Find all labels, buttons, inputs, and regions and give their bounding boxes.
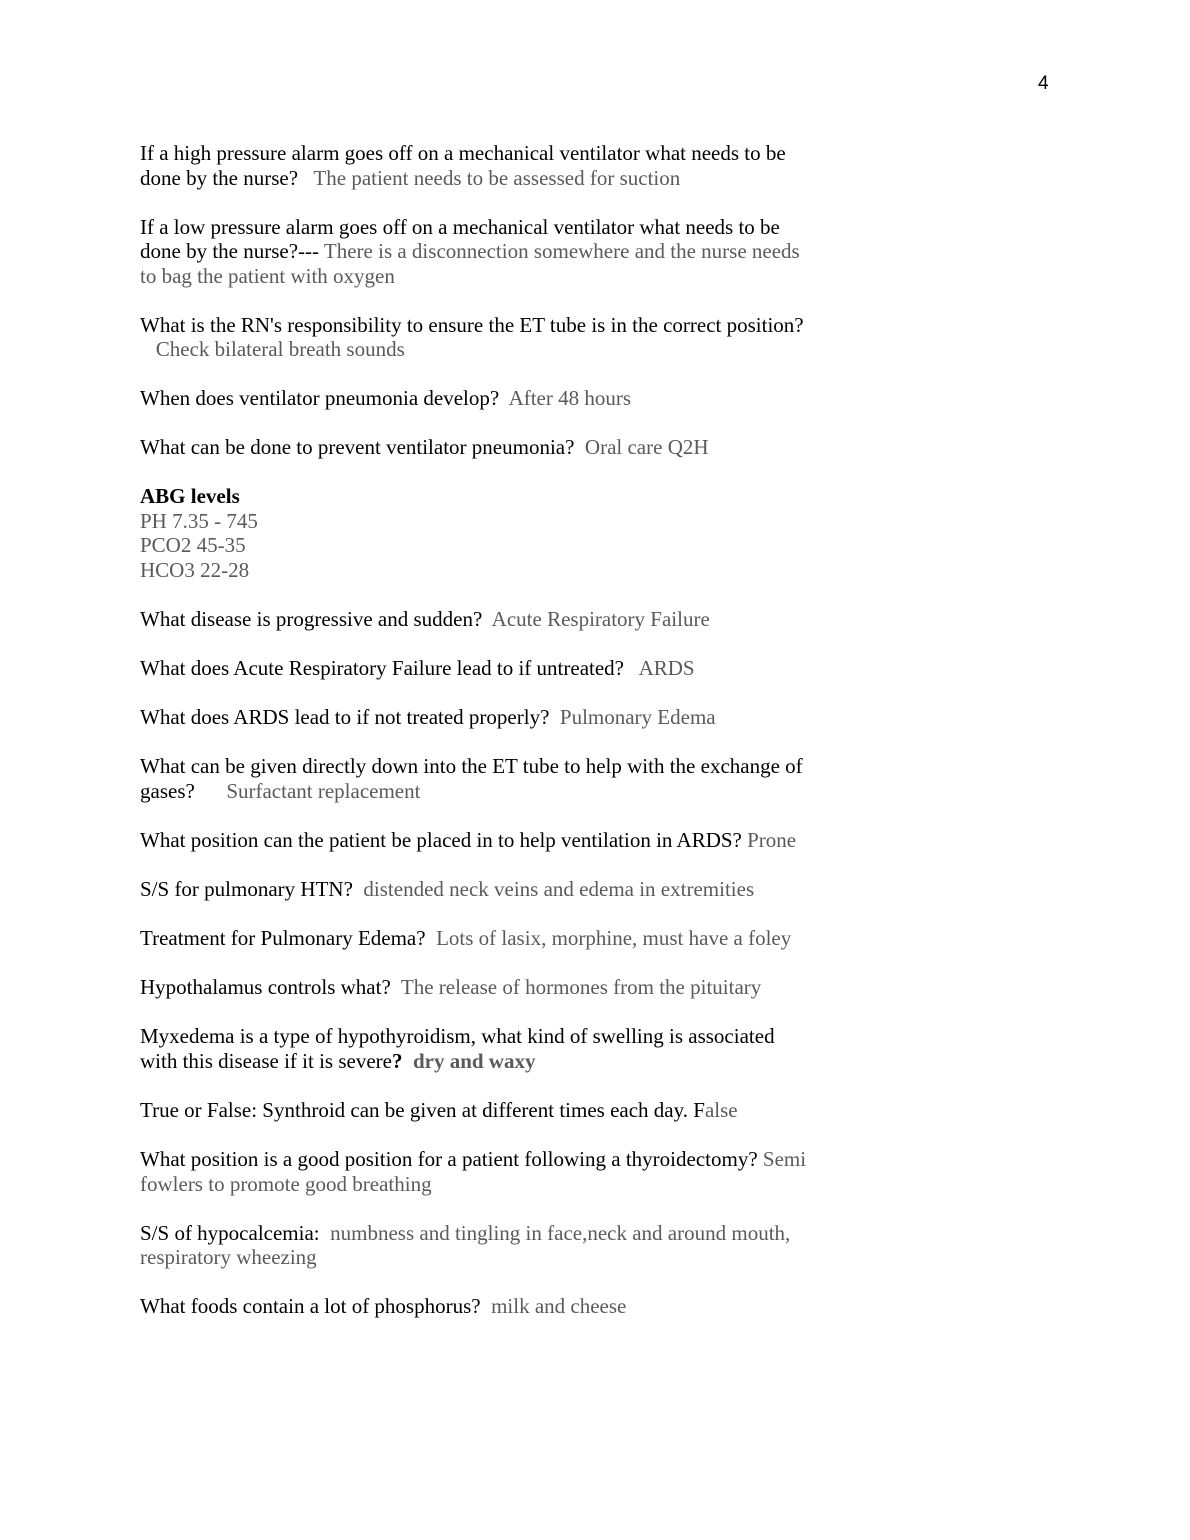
answer: The release of hormones from the pituitary — [400, 975, 762, 1000]
answer: The patient needs to be assessed for suction — [313, 165, 681, 190]
question: S/S for pulmonary HTN? — [140, 877, 353, 902]
qa-item — [140, 828, 810, 853]
question-mark: ? — [391, 1048, 403, 1073]
qa-item — [140, 1221, 810, 1270]
qa-item — [140, 1294, 810, 1319]
qa-item — [140, 975, 810, 1000]
page-number: 4 — [1038, 73, 1049, 94]
answer: Surfactant replacement — [226, 778, 421, 803]
qa-item-myxedema — [140, 1024, 810, 1073]
answer: Lots of lasix, morphine, must have a foley — [436, 926, 792, 951]
answer: alse — [704, 1097, 738, 1122]
question: S/S of hypocalcemia: — [140, 1220, 320, 1245]
document-body — [140, 141, 810, 1343]
qa-item — [140, 141, 810, 190]
question: Myxedema is a type of hypothyroidism, what kind of swelling is associated with this disease if it is severe — [140, 1024, 775, 1073]
question: Hypothalamus controls what? — [140, 975, 391, 1000]
answer: milk and cheese — [491, 1294, 627, 1319]
question: What position is a good position for a patient following a thyroidectomy? — [140, 1147, 758, 1171]
abg-hco3: HCO3 22-28 — [140, 557, 250, 582]
answer: Pulmonary Edema — [559, 705, 716, 730]
answer: dry and waxy — [412, 1048, 536, 1073]
abg-section — [140, 484, 810, 582]
answer: There is a disconnection somewhere and the nurse needs to bag the patient with oxygen — [140, 239, 800, 288]
question: Treatment for Pulmonary Edema? — [140, 926, 426, 951]
qa-item — [140, 754, 810, 803]
qa-item — [140, 313, 810, 362]
qa-item — [140, 705, 810, 730]
answer: distended neck veins and edema in extremities — [363, 877, 755, 902]
question: If a high pressure alarm goes off on a mechanical ventilator what needs to be done by the nurse? — [140, 141, 786, 190]
answer: ARDS — [638, 656, 695, 681]
qa-item — [140, 926, 810, 951]
question: What foods contain a lot of phosphorus? — [140, 1294, 481, 1319]
qa-item — [140, 386, 810, 411]
question: What can be given directly down into the ET tube to help with the exchange of gases? — [140, 754, 803, 803]
question: What can be done to prevent ventilator pneumonia? — [140, 435, 575, 460]
answer: Oral care Q2H — [584, 435, 709, 460]
abg-ph: PH 7.35 - 745 — [140, 508, 258, 533]
abg-pco2: PCO2 45-35 — [140, 533, 246, 558]
answer: Semi fowlers to promote good breathing — [140, 1147, 807, 1196]
question: What position can the patient be placed in to help ventilation in ARDS? — [140, 827, 742, 852]
answer: Check bilateral breath sounds — [155, 337, 405, 362]
qa-item — [140, 607, 810, 632]
question: What disease is progressive and sudden? — [140, 607, 483, 632]
answer: numbness and tingling in face,neck and around mouth, respiratory wheezing — [140, 1220, 791, 1270]
question: What does Acute Respiratory Failure lead to if untreated? — [140, 656, 624, 681]
question: When does ventilator pneumonia develop? — [140, 386, 500, 411]
answer: Acute Respiratory Failure — [491, 607, 710, 632]
abg-heading: ABG levels — [140, 484, 240, 509]
answer: After 48 hours — [508, 386, 632, 411]
qa-item — [140, 435, 810, 460]
question: True or False: Synthroid can be given at different times each day. F — [140, 1097, 705, 1122]
qa-item-synthroid — [140, 1098, 810, 1123]
question: If a low pressure alarm goes off on a mechanical ventilator what needs to be done by the nurse?--- — [140, 214, 780, 264]
qa-item — [140, 656, 810, 681]
qa-item — [140, 877, 810, 902]
answer: Prone — [747, 827, 797, 852]
question: What is the RN's responsibility to ensure the ET tube is in the correct position? — [140, 312, 804, 337]
question: What does ARDS lead to if not treated properly? — [140, 705, 550, 730]
qa-item — [140, 1147, 810, 1196]
qa-item — [140, 215, 810, 289]
